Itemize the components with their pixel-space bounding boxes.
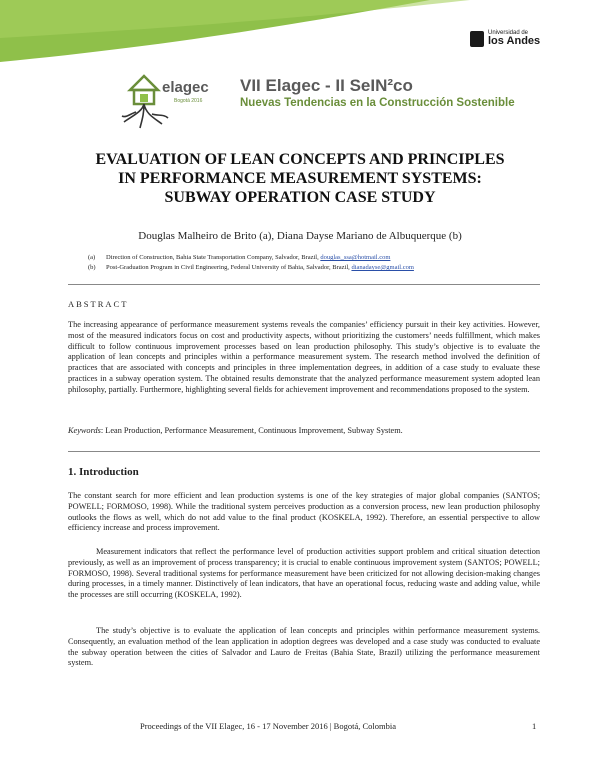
intro-paragraph: Measurement indicators that reflect the performance level of production activities support problem and critical situation detection previously, as well as an improvement of process transparency; it is crucial to enable continuous improvement system (SANTOS; POWELL; FORMOSO, 1998). Several traditional systems for performance measurement have been criticized for not allowing decision-making changes during processes, in a timely manner. Distinctively of lean indicators, that have an operational focus, reducing waste and adding value, while the processes are still occurring (KOSKELA, 1992). [68,547,540,600]
affiliation-a [88,253,414,263]
university-small-text: Universidad de [488,30,529,36]
footer-text: Proceedings of the VII Elagec, 16 - 17 November 2016 | Bogotá, Colombia [140,721,397,731]
page-number: 1 [532,721,537,731]
elagec-logo [118,62,228,132]
divider [68,284,540,285]
title-line: EVALUATION OF LEAN CONCEPTS AND PRINCIPLES [95,151,505,168]
title-line: IN PERFORMANCE MEASUREMENT SYSTEMS: [118,170,482,187]
university-shield-icon [470,31,484,47]
intro-paragraph: The study’s objective is to evaluate the application of lean concepts and principles within performance measurement systems. Consequently, an evaluation method of the lean application in adoption degrees was developed and a case study was conducted to evaluate the subway operation between the cities of Salvador and Lauro de Freitas (Bahia State, Brazil) utilizing the performance measurement system. [68,626,540,668]
keywords-text: : Lean Production, Performance Measurement, Continuous Improvement, Subway System. [100,426,403,435]
divider [68,451,540,452]
conference-subtitle: Nuevas Tendencias en la Construcción Sostenible [240,97,515,109]
keywords-label: Keywords [68,426,101,435]
conference-title: VII Elagec - II SeIN²co [240,76,413,95]
title-line: SUBWAY OPERATION CASE STUDY [164,189,436,206]
university-name: los Andes [488,35,541,47]
affiliation-tag: (b) [88,264,96,271]
university-logo [470,30,540,47]
paper-title [40,150,560,207]
affiliation-b [88,263,414,273]
keywords [68,426,403,435]
affiliations [88,253,414,273]
section-heading: 1. Introduction [68,466,139,478]
intro-paragraph: The constant search for more efficient and lean production systems is one of the key strategies of major global companies (SANTOS; POWELL; FORMOSO, 1998). While the traditional system perceives production as a conversion process, new lean production philosophy outlooks the flows as well, which do not add value to the final product (KOSKELA, 1992). Therefore, an essential perspective to allow efficiency increase and process improvement. [68,491,540,533]
email-link[interactable]: dianadayse@gmail.com [351,264,414,271]
authors: Douglas Malheiro de Brito (a), Diana Dayse Mariano de Albuquerque (b) [138,230,462,242]
affiliation-text: Post-Graduation Program in Civil Engineering, Federal University of Bahia, Salvador, Brazil, [106,264,352,271]
abstract-heading: ABSTRACT [68,299,129,309]
email-link[interactable]: douglas_ssa@hotmail.com [320,254,391,261]
affiliation-tag: (a) [88,254,96,261]
elagec-logo-subtext: Bogotá 2016 [174,98,203,104]
affiliation-text: Direction of Construction, Bahia State Transportation Company, Salvador, Brazil, [106,254,321,261]
abstract-text: The increasing appearance of performance measurement systems reveals the companies’ efficiency pursuit in their key activities. However, most of the measured indicators focus on cost and productivity aspects, without prioritizing the customers’ needs fulfillment, which makes difficult to follow continuous improvement processes based on lean production philosophy. This study’s objective is to evaluate the application of lean concepts and principles within a performance measurement system. The research method involved the definition of practices that are associated with concepts and principles in three implementation degrees, in addition of a case study to evaluate these practices in a subway operation system. The obtained results demonstrate that the analyzed performance measurement system adopted lean philosophy, partially. Furthermore, highlighting several fields for achievement improvement and recommendations proposed to the system. [68,320,540,394]
elagec-logo-text: elagec [162,79,209,96]
